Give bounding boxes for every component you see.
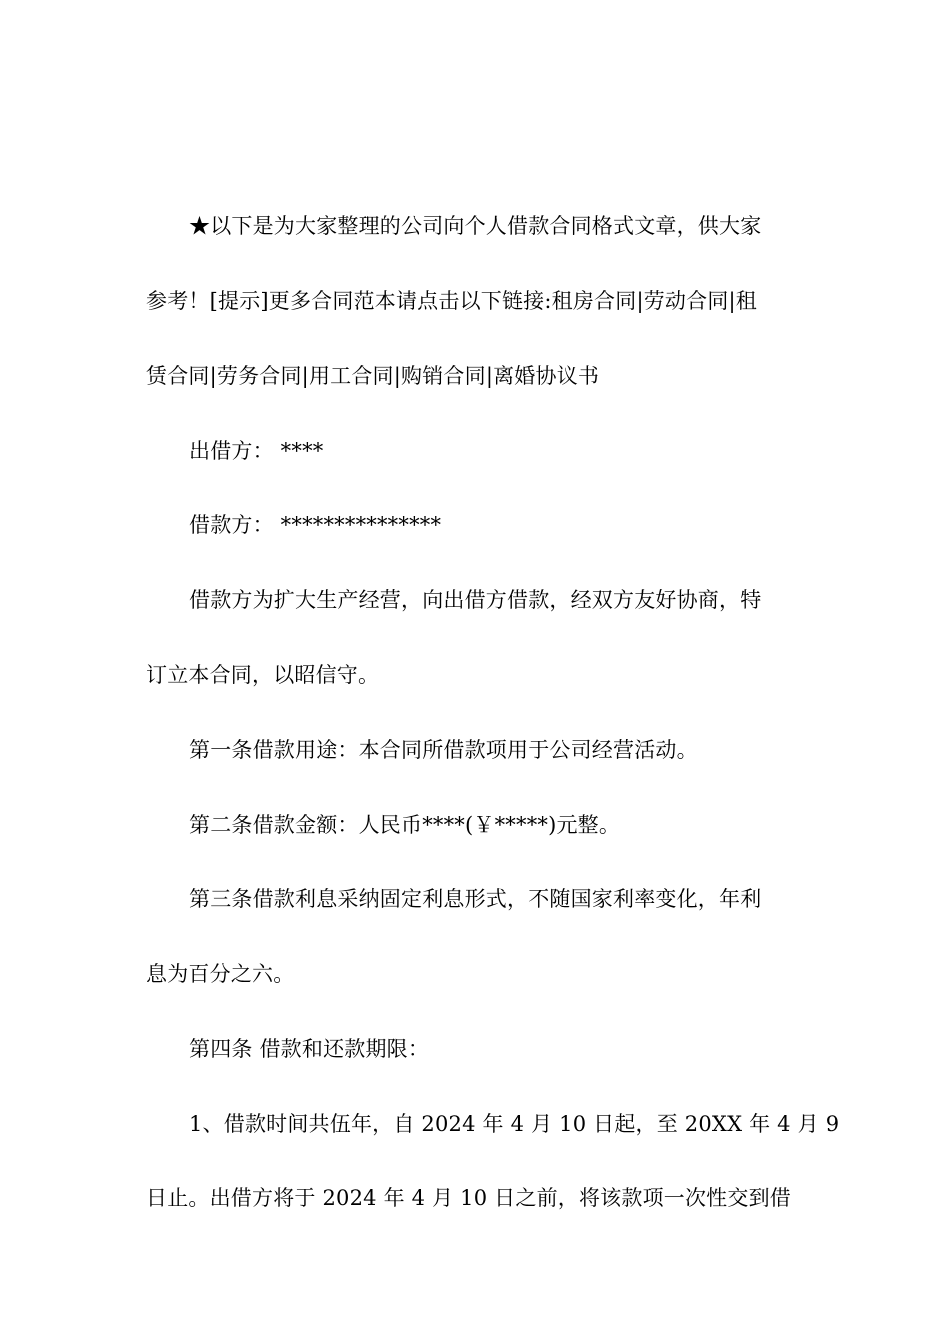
intro-line-1: ★以下是为大家整理的公司向个人借款合同格式文章，供大家 [189,214,762,238]
article-2: 第二条借款金额：人民币****(￥*****)元整。 [189,813,621,837]
article-3-line-1: 第三条借款利息采纳固定利息形式，不随国家利率变化，年利 [189,887,762,911]
article-1: 第一条借款用途：本合同所借款项用于公司经营活动。 [189,738,698,762]
article-4-item-1-line-2: 日止。出借方将于 2024 年 4 月 10 日之前，将该款项一次性交到借 [146,1186,791,1210]
article-4-item-1-line-1: 1、借款时间共伍年，自 2024 年 4 月 10 日起，至 20XX 年 4 月 9 [189,1112,840,1136]
article-4-title: 第四条 借款和还款期限： [189,1037,430,1061]
borrower-line: 借款方： *************** [189,513,442,537]
preamble-line-1: 借款方为扩大生产经营，向出借方借款，经双方友好协商，特 [189,588,762,612]
lender-line: 出借方： **** [189,439,324,463]
intro-line-2: 参考！[提示]更多合同范本请点击以下链接:租房合同|劳动合同|租 [146,289,758,313]
article-3-line-2: 息为百分之六。 [146,962,295,986]
preamble-line-2: 订立本合同，以昭信守。 [146,663,380,687]
intro-line-3: 赁合同|劳务合同|用工合同|购销合同|离婚协议书 [146,364,600,388]
